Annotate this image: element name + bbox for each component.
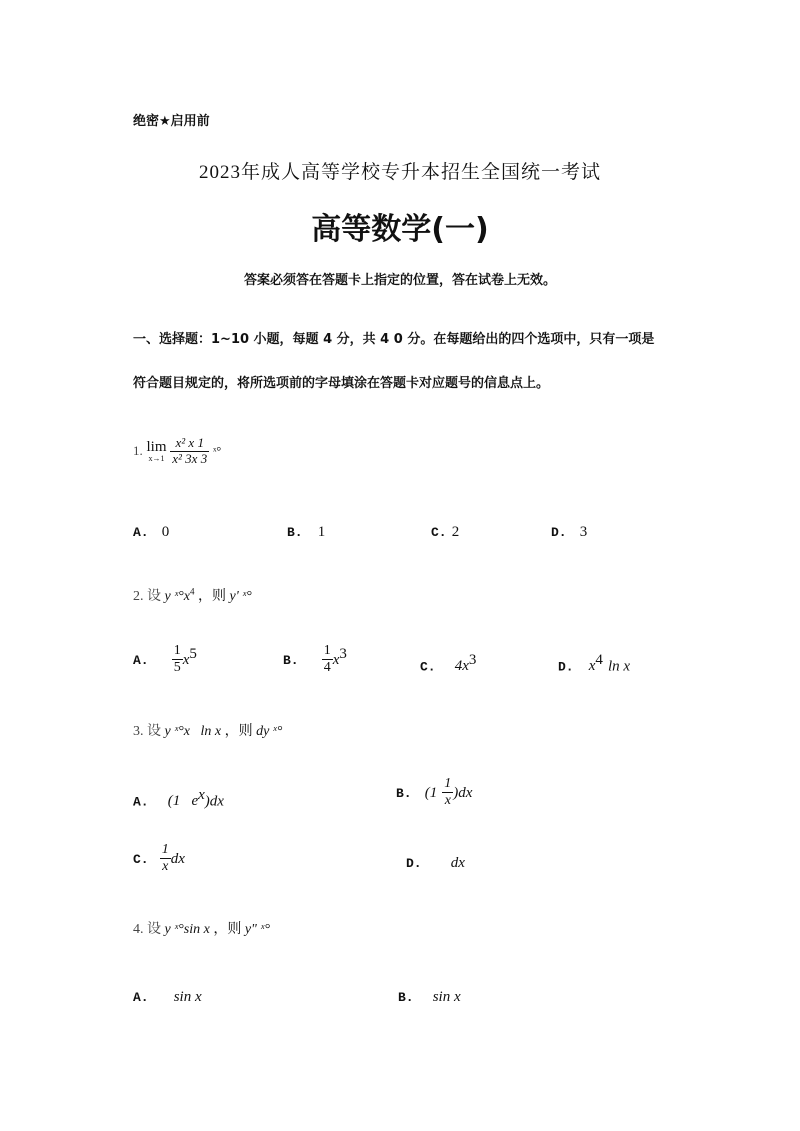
option-text: x	[588, 658, 596, 675]
option-fraction	[322, 643, 333, 676]
q1-option-b[interactable]	[287, 521, 325, 541]
stem-connector: ，则	[224, 724, 253, 739]
section-instructions-line2: 符合题目规定的，将所选项前的字母填涂在答题卡对应题号的信息点上。	[133, 376, 550, 391]
fraction-numerator: x² x 1	[170, 436, 209, 452]
stem-math: dy ˣ°	[256, 724, 283, 739]
answer-blank: ˣ°	[212, 443, 222, 458]
question-1	[133, 436, 221, 467]
option-suffix: )dx	[204, 793, 224, 810]
q3-option-d[interactable]	[406, 852, 465, 872]
option-text: 2	[451, 524, 460, 540]
option-label: B.	[287, 525, 303, 540]
option-text: (1 e	[167, 793, 199, 810]
option-fraction	[160, 842, 171, 875]
notice: 答案必须答在答题卡上指定的位置，答在试卷上无效。	[243, 273, 556, 288]
fraction-denominator: 5	[173, 660, 181, 676]
question-2	[133, 585, 252, 605]
stem-math: y ˣ°sin x	[164, 922, 210, 937]
limit-operator: lim	[146, 438, 167, 455]
stem-math: y" ˣ°	[244, 922, 270, 937]
section-instructions-line1: 一、选择题：1~10 小题，每题 4 分，共 4 0 分。在每题给出的四个选项中，只有一项是	[133, 332, 655, 347]
fraction-numerator: 1	[160, 842, 171, 859]
subject-title: 高等数学(一)	[311, 212, 489, 247]
option-label: A.	[133, 794, 149, 810]
fraction-numerator: 1	[442, 776, 453, 793]
option-suffix: )dx	[453, 785, 473, 802]
option-label: C.	[133, 852, 149, 868]
option-text: 3	[579, 524, 588, 540]
option-label: A.	[133, 653, 149, 669]
fraction-denominator: x	[444, 793, 451, 809]
q3-option-b[interactable]	[396, 776, 472, 809]
fraction-numerator: 1	[173, 643, 181, 658]
question-number: 1.	[133, 442, 143, 458]
limit-subscript: x→1	[148, 453, 165, 463]
exponent: 5	[189, 645, 197, 662]
option-fraction	[442, 776, 453, 809]
option-label: B.	[398, 990, 414, 1005]
stem-connector: ，则	[213, 922, 242, 937]
stem-connector: ，则	[197, 589, 226, 604]
fraction-denominator: x	[162, 859, 169, 875]
option-text: 4x	[454, 658, 469, 675]
option-label: C.	[420, 659, 436, 675]
option-prefix: (1	[424, 785, 438, 802]
option-variable: x	[182, 652, 190, 669]
q4-option-a[interactable]	[133, 986, 202, 1006]
question-4	[133, 918, 270, 938]
q2-option-a[interactable]	[133, 643, 197, 676]
exam-title: 2023年成人高等学校专升本招生全国统一考试	[198, 162, 601, 183]
q1-option-c[interactable]	[431, 521, 459, 541]
option-label: A.	[133, 990, 149, 1005]
option-text: dx	[450, 855, 465, 871]
exponent: 3	[339, 645, 347, 662]
exponent: 4	[595, 652, 603, 668]
option-label: D.	[551, 525, 567, 540]
option-label: C.	[431, 525, 447, 540]
stem-math: y' ˣ°	[229, 589, 252, 604]
question-3	[133, 720, 282, 740]
option-label: B.	[396, 786, 412, 802]
option-text: 1	[317, 524, 326, 540]
q3-option-c[interactable]	[133, 842, 185, 875]
q4-option-b[interactable]	[398, 986, 461, 1006]
fraction-denominator: x² 3x 3	[172, 450, 208, 466]
q2-option-d[interactable]	[558, 652, 630, 675]
q2-option-b[interactable]	[283, 643, 347, 676]
option-text: sin x	[432, 989, 461, 1005]
question-stem: 2. 设	[133, 589, 161, 604]
stem-math: y ˣ°x ln x	[164, 724, 222, 739]
exponent: 3	[468, 652, 477, 668]
exponent: x	[198, 787, 205, 803]
secret-tag: 绝密★启用前	[133, 114, 210, 129]
exponent: 4	[189, 586, 195, 597]
option-text: sin x	[173, 989, 202, 1005]
q3-option-a[interactable]	[133, 787, 224, 810]
option-label: D.	[406, 856, 422, 871]
q2-option-c[interactable]	[420, 652, 476, 675]
option-fraction	[172, 643, 183, 676]
option-suffix: ln x	[607, 658, 631, 675]
stem-math: y ˣ°x	[164, 589, 190, 604]
option-label: B.	[283, 653, 299, 669]
option-variable: x	[332, 652, 340, 669]
question-stem: 3. 设	[133, 724, 161, 739]
q1-option-a[interactable]	[133, 521, 169, 541]
option-label: D.	[558, 659, 574, 675]
option-label: A.	[133, 525, 149, 540]
option-text: 0	[161, 524, 170, 540]
question-stem: 4. 设	[133, 922, 161, 937]
q1-option-d[interactable]	[551, 521, 587, 541]
option-suffix: dx	[170, 851, 185, 868]
fraction-numerator: 1	[323, 643, 331, 658]
limit-fraction	[170, 436, 209, 467]
fraction-denominator: 4	[323, 660, 331, 676]
